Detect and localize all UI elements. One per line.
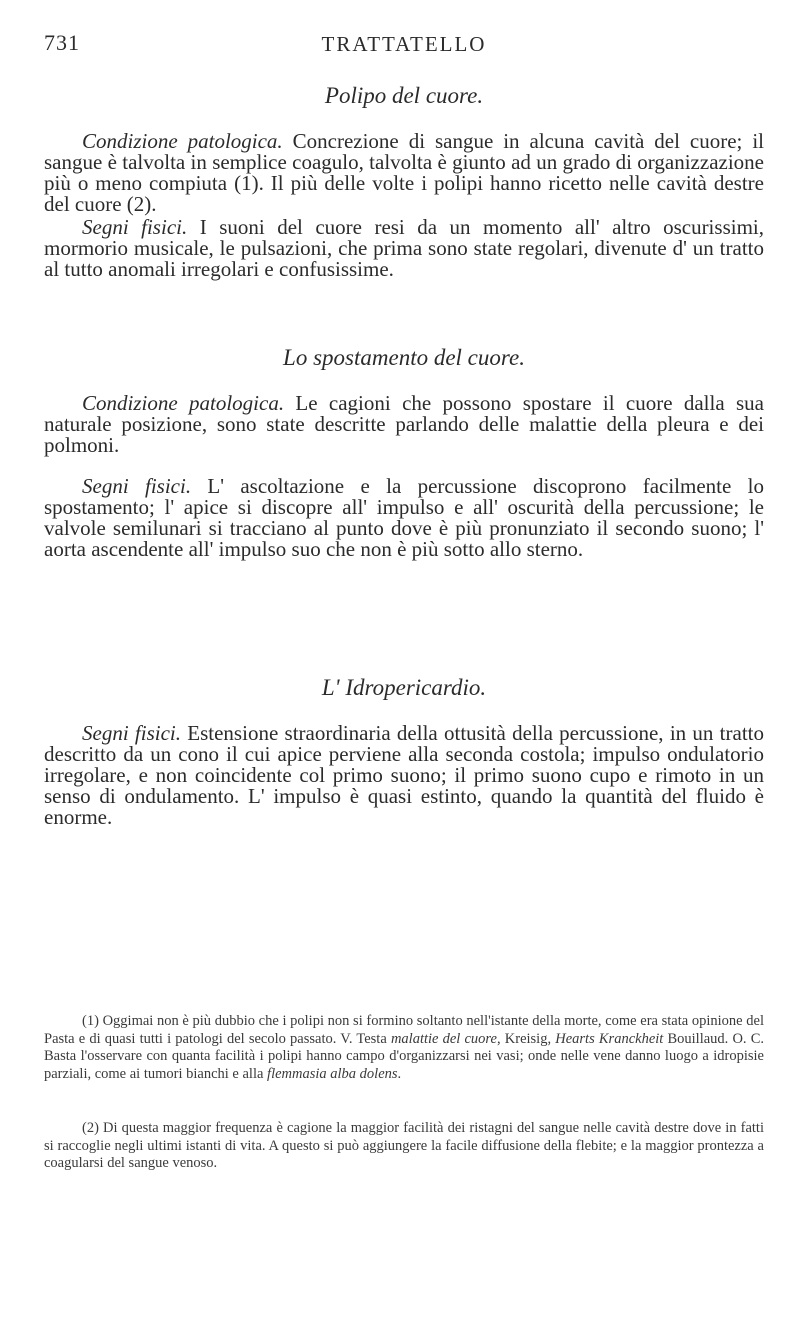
footnote-text: Bouillaud. O. C. Basta l'osservare con quanta facilità i polipi hanno campo d'organizzarsi nei vasi; onde nelle vene danno luogo a idropisie parziali, come ai tumori bianchi e alla	[44, 1030, 765, 1082]
paragraph-lead: Segni fisici.	[82, 721, 182, 745]
section-title-idropericardio: L' Idropericardio.	[321, 675, 487, 700]
footnote-italic: Hearts Kranckheit	[555, 1030, 664, 1047]
page-number: 731	[44, 30, 80, 55]
paragraph-lead: Condizione patologica.	[82, 391, 285, 415]
paragraph-lead: Condizione patologica.	[82, 129, 283, 153]
footnote-2: (2) Di questa maggior frequenza è cagione la maggior facilità dei ristagni del sangue nelle cavità destre dove in fatti si raccoglie negli ultimi istanti di vita. A questo si può aggiungere la facile diffusione della flebite; e la maggior prontezza a coagularsi del sangue venoso.	[44, 1120, 764, 1172]
paragraph-text: Le cagioni che possono spostare il cuore dalla sua naturale posizione, sono state descritte parlando delle malattie della pleura e dei polmoni.	[44, 391, 764, 457]
footnote-text: (1) Oggimai non è più dubbio che i polipi non si formino soltanto nell'istante della morte, come era stata opinione del Pasta e di quasi tutti i patologi del secolo passato. V. Testa	[44, 1013, 764, 1047]
paragraph-text: Estensione straordinaria della ottusità della percussione, in un tratto descritto da un cono il cui apice perviene alla seconda costola; impulso ondulatorio irregolare, e non coincidente col primo suono; il primo suono cupo e rimoto in un senso di ondulamento. L' impulso è quasi estinto, quando la quantità del fluido è enorme.	[44, 721, 764, 829]
footnote-text: , Kreisig,	[496, 1030, 556, 1047]
section-title-spostamento: Lo spostamento del cuore.	[283, 345, 525, 370]
section-title-polipo: Polipo del cuore.	[324, 83, 484, 108]
paragraph-idropericardio-segni	[44, 723, 764, 828]
running-title: TRATTATELLO	[321, 32, 487, 56]
paragraph-lead: Segni fisici.	[82, 474, 192, 498]
paragraph-polipo-condizione	[44, 131, 764, 215]
footnote-italic: flemmasia alba dolens	[267, 1065, 398, 1082]
paragraph-text: Concrezione di sangue in alcuna cavità del cuore; il sangue è talvolta in semplice coagulo, talvolta è giunto ad un grado di organizzazione più o meno compiuta (1). Il più delle volte i polipi hanno ricetto nelle cavità destre del cuore (2).	[44, 129, 764, 216]
page-header	[44, 30, 764, 60]
paragraph-polipo-segni	[44, 217, 764, 280]
paragraph-text: I suoni del cuore resi da un momento all' altro oscurissimi, mormorio musicale, le pulsazioni, che prima sono state regolari, divenute d' un tratto al tutto anomali irregolari e confusissime.	[44, 215, 764, 281]
footnote-text: .	[397, 1065, 402, 1082]
paragraph-lead: Segni fisici.	[82, 215, 188, 239]
footnote-italic: malattie del cuore	[390, 1030, 497, 1047]
paragraph-spostamento-segni	[44, 476, 764, 560]
paragraph-text: L' ascoltazione e la percussione discoprono facilmente lo spostamento; l' apice si discopre all' impulso e all' oscurità della percussione; le valvole semilunari si tracciano al punto dove è più pronunziato il secondo suono; l' aorta ascendente all' impulso suo che non è più sotto allo sterno.	[44, 474, 764, 561]
paragraph-spostamento-condizione	[44, 393, 764, 456]
footnote-1	[44, 1013, 764, 1083]
